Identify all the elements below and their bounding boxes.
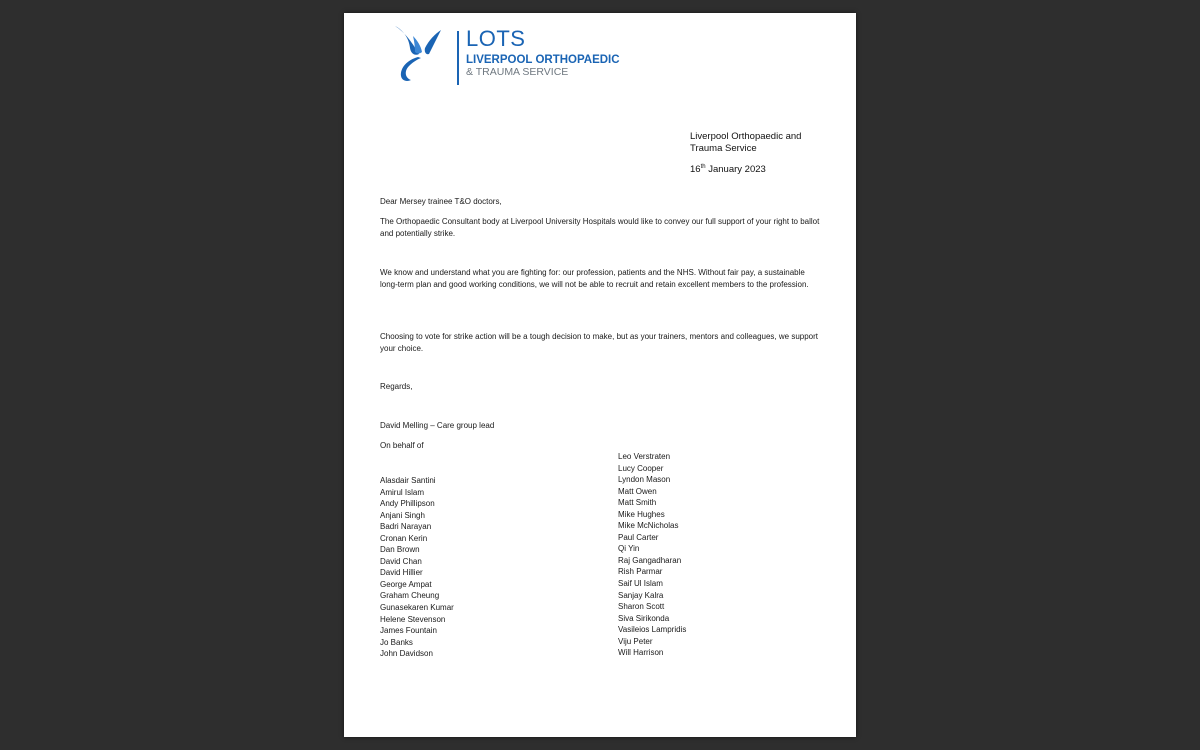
address-line: Liverpool Orthopaedic and (690, 131, 802, 142)
consultant-name: Cronan Kerin (380, 533, 428, 543)
logo-divider (457, 31, 459, 85)
consultant-name: Will Harrison (618, 648, 664, 658)
consultant-name: Raj Gangadharan (618, 555, 682, 565)
consultant-name: Gunasekaren Kumar (380, 603, 454, 613)
signatory: David Melling – Care group lead (380, 421, 495, 430)
consultant-name: Matt Smith (618, 498, 657, 508)
consultant-name: James Fountain (380, 626, 437, 636)
consultant-name: Vasileios Lampridis (618, 625, 687, 635)
consultant-name: Amirul Islam (380, 487, 425, 497)
consultant-name: Sharon Scott (618, 602, 665, 612)
consultant-name: Graham Cheung (380, 591, 440, 601)
paragraph-support: The Orthopaedic Consultant body at Liverpool University Hospitals would like to convey our full support of your right to ballot and potentially strike. (380, 217, 820, 238)
consultant-name: Rish Parmar (618, 567, 663, 577)
date-suffix: th (700, 164, 706, 170)
consultant-name: Jo Banks (380, 637, 413, 647)
consultant-name: Saif Ul Islam (618, 579, 663, 589)
date-day: 16 (690, 164, 701, 175)
consultant-name: Qi Yin (618, 544, 640, 554)
consultant-name: Matt Owen (618, 486, 657, 496)
logo-tagline-1: LIVERPOOL ORTHOPAEDIC (466, 54, 620, 66)
logo-tagline-2: & TRAUMA SERVICE (466, 66, 569, 78)
consultant-name: Paul Carter (618, 532, 659, 542)
consultant-list-right (618, 451, 686, 659)
consultant-name: Siva Sirikonda (618, 613, 670, 623)
consultant-name: Alasdair Santini (380, 476, 436, 485)
consultant-name: Anjani Singh (380, 510, 425, 520)
paragraph-strike-choice: Choosing to vote for strike action will be a tough decision to make, but as your trainers, mentors and colleagues, we support your choice. (380, 332, 819, 353)
consultant-name: Badri Narayan (380, 522, 432, 532)
consultant-name: Leo Verstraten (618, 452, 671, 461)
consultant-name: Lyndon Mason (618, 475, 671, 485)
consultant-name: Viju Peter (618, 636, 653, 646)
closing: Regards, (380, 382, 413, 391)
consultant-name: Andy Phillipson (380, 499, 435, 509)
consultant-name: David Hillier (380, 568, 423, 578)
consultant-name: Lucy Cooper (618, 463, 664, 473)
consultant-name: Mike McNicholas (618, 521, 679, 531)
on-behalf-of: On behalf of (380, 441, 424, 450)
consultant-name: George Ampat (380, 579, 432, 589)
consultant-list-left (380, 475, 454, 660)
letter-page (344, 13, 856, 737)
sender-address (690, 131, 801, 155)
date-rest: January 2023 (705, 164, 766, 175)
consultant-name: John Davidson (380, 649, 433, 659)
address-line: Trauma Service (690, 143, 757, 154)
lots-logo (391, 24, 651, 94)
consultant-name: Helene Stevenson (380, 614, 446, 624)
salutation: Dear Mersey trainee T&O doctors, (380, 197, 502, 206)
tulip-emblem-icon (391, 24, 453, 84)
consultant-name: Dan Brown (380, 545, 420, 555)
consultant-name: Sanjay Kalra (618, 590, 664, 600)
letter-date (690, 164, 766, 175)
paragraph-fighting-for: We know and understand what you are fighting for: our profession, patients and the NHS. Without fair pay, a sustainable long-term plan and good working conditions, we will not be able to recruit and retain excellent members to the profession. (380, 268, 809, 289)
consultant-name: David Chan (380, 556, 422, 566)
consultant-name: Mike Hughes (618, 509, 665, 519)
logo-name: LOTS (466, 26, 526, 51)
